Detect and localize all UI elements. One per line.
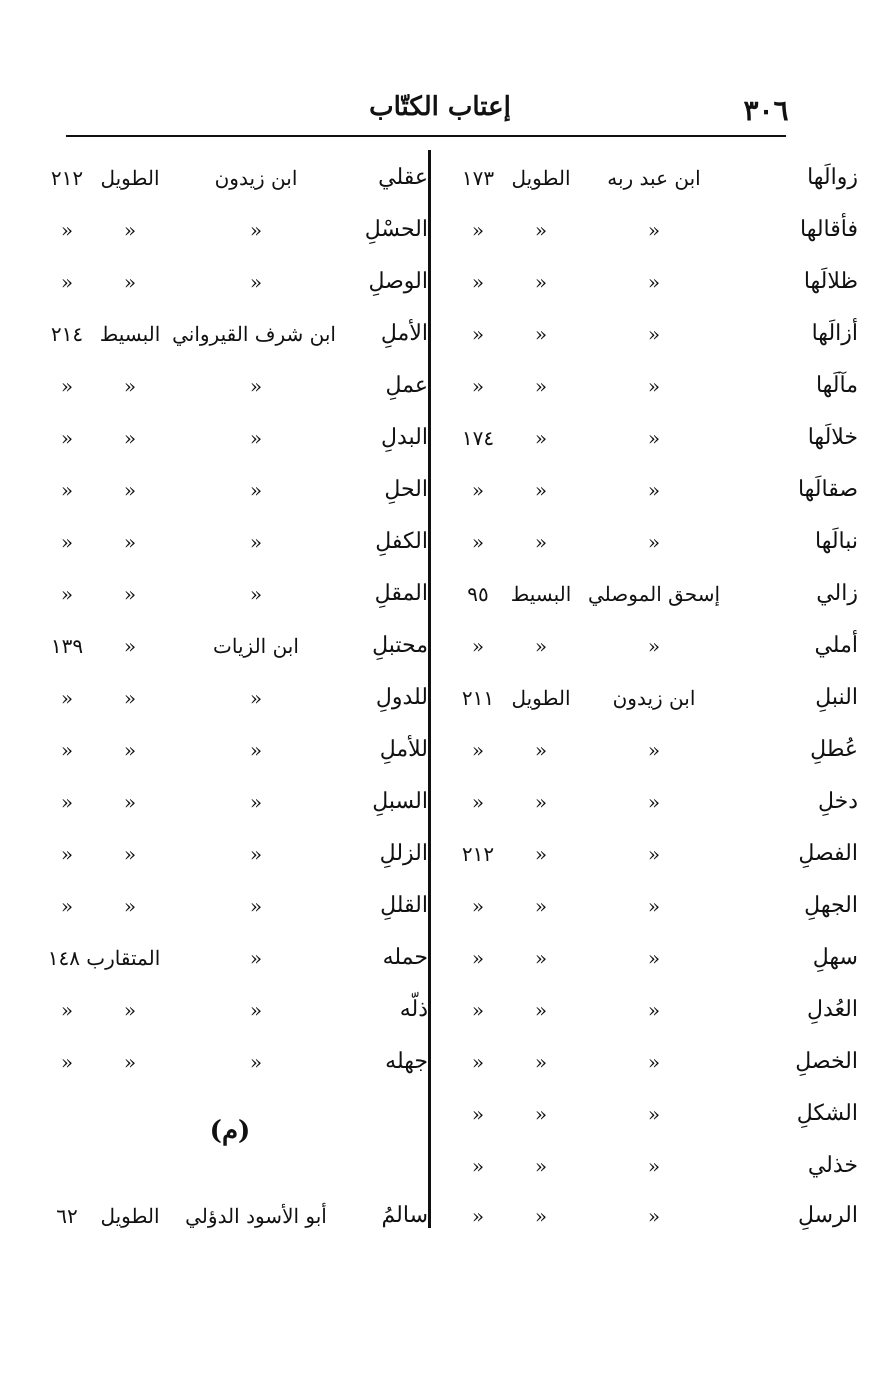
table-row xyxy=(432,1140,862,1192)
meter: « xyxy=(534,998,548,1022)
meter: « xyxy=(123,998,137,1022)
page-ref: « xyxy=(471,1050,485,1074)
rhyme-word: زالي xyxy=(816,581,858,606)
page-ref: « xyxy=(471,478,485,502)
page-ref: « xyxy=(471,1154,485,1178)
table-row xyxy=(432,256,862,308)
page-ref: ١٧٣ xyxy=(461,166,495,190)
poet: « xyxy=(249,374,263,398)
poet: « xyxy=(647,270,661,294)
meter: « xyxy=(123,270,137,294)
rhyme-word: خلالَها xyxy=(807,425,858,450)
rhyme-word: ظلالَها xyxy=(803,269,858,294)
poet: « xyxy=(647,842,661,866)
page-ref: « xyxy=(60,1050,74,1074)
rhyme-word: جهله xyxy=(385,1049,428,1074)
poet: ابن زيدون xyxy=(612,686,696,710)
rhyme-word: خذلي xyxy=(807,1153,858,1178)
rhyme-word: الكفلِ xyxy=(375,529,428,554)
poet: « xyxy=(647,1154,661,1178)
rhyme-word: أملي xyxy=(814,633,858,658)
rhyme-word: الحسْلِ xyxy=(364,217,428,242)
rhyme-word: ذلّه xyxy=(399,997,428,1022)
page-ref: ١٧٤ xyxy=(461,426,495,450)
rhyme-word: عقلي xyxy=(378,165,428,190)
table-row xyxy=(432,828,862,880)
left-column xyxy=(0,0,430,1373)
meter: « xyxy=(534,374,548,398)
poet: « xyxy=(249,478,263,502)
page-ref: ٢١٢ xyxy=(461,842,495,866)
page-ref: « xyxy=(471,322,485,346)
poet: « xyxy=(647,1050,661,1074)
table-row xyxy=(0,152,430,204)
page-ref: « xyxy=(60,686,74,710)
rhyme-word: العُدلِ xyxy=(807,997,858,1022)
rhyme-word: صقالَها xyxy=(797,477,858,502)
meter: « xyxy=(534,634,548,658)
meter: « xyxy=(123,634,137,658)
page-ref: « xyxy=(60,894,74,918)
table-row xyxy=(0,984,430,1036)
poet: « xyxy=(249,582,263,606)
poet: « xyxy=(647,218,661,242)
table-row xyxy=(432,412,862,464)
table-row xyxy=(432,1036,862,1088)
meter: « xyxy=(123,686,137,710)
rhyme-word: القللِ xyxy=(380,893,428,918)
rhyme-word: نبالَها xyxy=(814,529,858,554)
table-row xyxy=(0,1036,430,1088)
poet: إسحق الموصلي xyxy=(587,582,721,606)
rhyme-word: النبلِ xyxy=(815,685,858,710)
page-ref: « xyxy=(471,738,485,762)
rhyme-word: عُطلِ xyxy=(810,737,858,762)
meter: « xyxy=(123,842,137,866)
rhyme-word: الحلِ xyxy=(384,477,428,502)
poet: ابن زيدون xyxy=(214,166,298,190)
page-ref: « xyxy=(471,270,485,294)
poet: « xyxy=(647,738,661,762)
table-row xyxy=(432,1088,862,1140)
rhyme-word: الفصلِ xyxy=(798,841,858,866)
table-row xyxy=(432,620,862,672)
meter: الطويل xyxy=(511,166,571,190)
table-row xyxy=(432,204,862,256)
rhyme-word: الرسلِ xyxy=(797,1203,858,1228)
meter: الطويل xyxy=(511,686,571,710)
rhyme-word: الزللِ xyxy=(379,841,428,866)
poet: « xyxy=(249,686,263,710)
table-row xyxy=(0,464,430,516)
table-row xyxy=(0,1190,430,1242)
rhyme-word: فأقالها xyxy=(800,217,858,242)
poet: « xyxy=(647,1102,661,1126)
page-ref: « xyxy=(471,946,485,970)
meter: « xyxy=(534,426,548,450)
table-row xyxy=(432,568,862,620)
table-row xyxy=(432,1190,862,1242)
page-ref: « xyxy=(60,582,74,606)
rhyme-word: للدولِ xyxy=(375,685,428,710)
poet: « xyxy=(647,894,661,918)
poet: « xyxy=(647,322,661,346)
table-row xyxy=(432,672,862,724)
table-row xyxy=(432,724,862,776)
rhyme-word: زوالَها xyxy=(807,165,858,190)
page-ref: ٢١١ xyxy=(461,686,495,710)
meter: « xyxy=(123,478,137,502)
meter: « xyxy=(534,322,548,346)
table-row xyxy=(0,828,430,880)
table-row xyxy=(0,724,430,776)
meter: البسيط xyxy=(510,582,572,606)
table-row xyxy=(0,932,430,984)
poet: أبو الأسود الدؤلي xyxy=(185,1204,327,1228)
table-row xyxy=(432,308,862,360)
page-ref: « xyxy=(471,374,485,398)
meter: « xyxy=(534,738,548,762)
rhyme-word: الخصلِ xyxy=(795,1049,858,1074)
rhyme-word: الجهلِ xyxy=(804,893,858,918)
page-ref: ٦٢ xyxy=(56,1204,78,1228)
rhyme-word: الوصلِ xyxy=(368,269,428,294)
page-ref: « xyxy=(471,218,485,242)
right-column xyxy=(432,0,862,1373)
page-ref: ٢١٤ xyxy=(50,322,84,346)
poet: « xyxy=(647,790,661,814)
poet: « xyxy=(249,426,263,450)
meter: « xyxy=(123,530,137,554)
poet: « xyxy=(249,738,263,762)
meter: « xyxy=(534,270,548,294)
poet: « xyxy=(249,790,263,814)
page-ref: « xyxy=(60,478,74,502)
meter: « xyxy=(534,1102,548,1126)
page-ref: « xyxy=(471,530,485,554)
meter: « xyxy=(123,218,137,242)
meter-and-page: المتقارب ١٤٨ xyxy=(47,946,161,970)
table-row xyxy=(0,568,430,620)
rhyme-word: مآلَها xyxy=(815,373,858,398)
meter: « xyxy=(534,1050,548,1074)
page-ref: « xyxy=(60,374,74,398)
rhyme-word: عملِ xyxy=(385,373,428,398)
rhyme-word: سالمُ xyxy=(381,1203,428,1228)
meter: « xyxy=(534,1204,548,1228)
page-ref: « xyxy=(471,634,485,658)
page-ref: « xyxy=(60,530,74,554)
table-row xyxy=(432,516,862,568)
poet: « xyxy=(647,478,661,502)
poet: ابن عبد ربه xyxy=(607,166,701,190)
poet: « xyxy=(647,1204,661,1228)
meter: « xyxy=(534,894,548,918)
rhyme-word: المقلِ xyxy=(374,581,428,606)
meter: « xyxy=(534,1154,548,1178)
meter: « xyxy=(534,790,548,814)
meter: الطويل xyxy=(100,166,160,190)
rhyme-word: البدلِ xyxy=(381,425,428,450)
poet: ابن الزيات xyxy=(213,634,299,658)
page-ref: « xyxy=(60,998,74,1022)
page-ref: « xyxy=(471,790,485,814)
poet: « xyxy=(647,374,661,398)
rhyme-word: حمله xyxy=(382,945,428,970)
rhyme-word: الشكلِ xyxy=(796,1101,858,1126)
table-row xyxy=(0,672,430,724)
meter: « xyxy=(123,582,137,606)
meter: « xyxy=(534,530,548,554)
meter: « xyxy=(534,478,548,502)
poet: ابن شرف القيرواني xyxy=(172,322,336,346)
page-ref: ١٣٩ xyxy=(50,634,84,658)
table-row xyxy=(432,932,862,984)
meter: « xyxy=(534,946,548,970)
poet: « xyxy=(647,998,661,1022)
table-row xyxy=(0,204,430,256)
rhyme-word: دخلِ xyxy=(817,789,858,814)
poet: « xyxy=(249,842,263,866)
poet: « xyxy=(249,998,263,1022)
rhyme-word: سهلِ xyxy=(812,945,858,970)
table-row xyxy=(0,516,430,568)
poet: « xyxy=(647,530,661,554)
meter: « xyxy=(123,374,137,398)
page-ref: ٢١٢ xyxy=(50,166,84,190)
poet: « xyxy=(647,634,661,658)
table-row xyxy=(0,308,430,360)
poet: « xyxy=(249,894,263,918)
table-row xyxy=(0,776,430,828)
rhyme-word: محتبلِ xyxy=(372,633,428,658)
page-ref: « xyxy=(60,790,74,814)
meter: « xyxy=(123,790,137,814)
page-ref: « xyxy=(471,894,485,918)
page-ref: ٩٥ xyxy=(467,582,489,606)
table-row xyxy=(0,880,430,932)
table-row xyxy=(432,152,862,204)
meter: « xyxy=(534,218,548,242)
meter: الطويل xyxy=(100,1204,160,1228)
meter: البسيط xyxy=(99,322,161,346)
rhyme-word: الأملِ xyxy=(380,321,428,346)
page-ref: « xyxy=(60,270,74,294)
table-row xyxy=(432,360,862,412)
page-ref: « xyxy=(471,998,485,1022)
poet: « xyxy=(647,946,661,970)
table-row xyxy=(0,412,430,464)
table-row xyxy=(432,880,862,932)
page-ref: « xyxy=(60,842,74,866)
table-row xyxy=(0,256,430,308)
rhyme-word: السبلِ xyxy=(372,789,428,814)
page-ref: « xyxy=(60,218,74,242)
page-title: إعتاب الكتّاب xyxy=(369,92,511,122)
page-ref: « xyxy=(471,1102,485,1126)
poet: « xyxy=(249,946,263,970)
poet: « xyxy=(249,218,263,242)
meter: « xyxy=(534,842,548,866)
page-number: ٣٠٦ xyxy=(743,94,789,127)
rhyme-word: للأملِ xyxy=(379,737,428,762)
page-ref: « xyxy=(471,1204,485,1228)
poet: « xyxy=(647,426,661,450)
table-row xyxy=(0,620,430,672)
section-heading-mim: (م) xyxy=(209,1116,251,1146)
poet: « xyxy=(249,1050,263,1074)
poet: « xyxy=(249,270,263,294)
table-row xyxy=(432,776,862,828)
rhyme-word: أزالَها xyxy=(811,321,858,346)
table-row xyxy=(432,464,862,516)
meter: « xyxy=(123,1050,137,1074)
poet: « xyxy=(249,530,263,554)
table-row xyxy=(432,984,862,1036)
meter: « xyxy=(123,894,137,918)
page-ref: « xyxy=(60,738,74,762)
table-row xyxy=(0,360,430,412)
page-ref: « xyxy=(60,426,74,450)
meter: « xyxy=(123,426,137,450)
meter: « xyxy=(123,738,137,762)
